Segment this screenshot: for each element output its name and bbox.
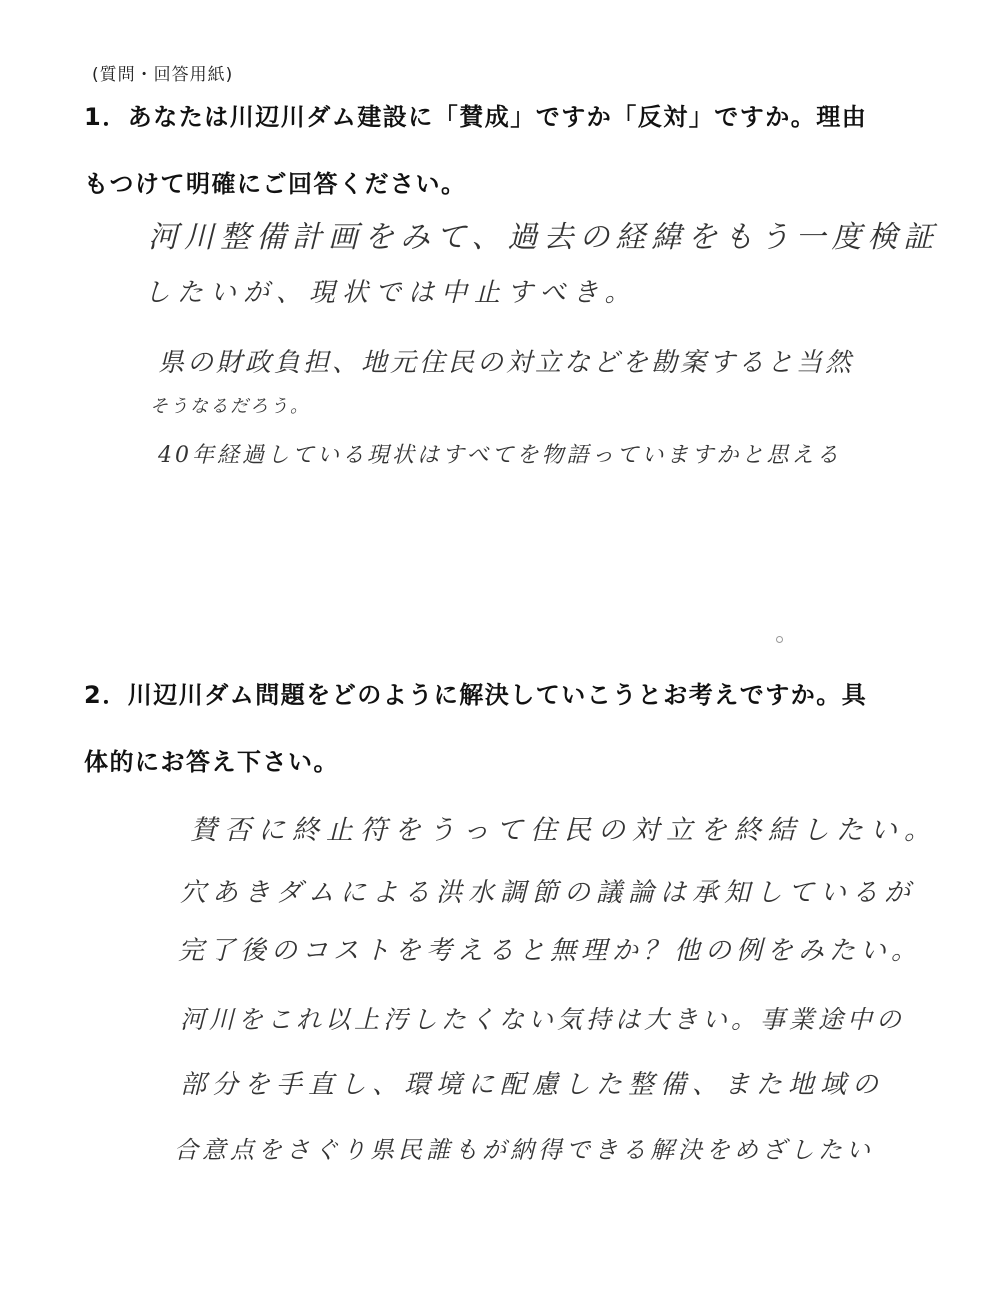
form-label: (質問・回答用紙) (92, 65, 234, 85)
question-2-line-2: 体的にお答え下さい。 (84, 748, 339, 776)
answer-2-line-5: 部分を手直し、環境に配慮した整備、また地域の (180, 1070, 885, 1100)
answer-2-line-2: 穴あきダムによる洪水調節の議論は承知しているが (180, 878, 917, 908)
answer-2-line-1: 賛否に終止符をうって住民の対立を終結したい。 (190, 815, 938, 846)
question-1-line-1: 1．あなたは川辺川ダム建設に「賛成」ですか「反対」ですか。理由 (84, 103, 868, 131)
answer-1-line-3: 県の財政負担、地元住民の対立などを勘案すると当然 (158, 348, 855, 378)
answer-1-line-5: 40年経過している現状はすべてを物語っていますかと思える (158, 443, 842, 468)
question-1-line-2: もつけて明確にご回答ください。 (84, 170, 467, 198)
answer-1-line-1: 河川整備計画をみて、過去の経緯をもう一度検証 (148, 220, 940, 255)
answer-2-line-6: 合意点をさぐり県民誰もが納得できる解決をめざしたい (174, 1136, 874, 1164)
answer-1-line-4: そうなるだろう。 (150, 396, 310, 417)
answer-1-line-2: したいが、現状では中止すべき。 (144, 278, 638, 308)
answer-2-line-3: 完了後のコストを考えると無理か？他の例をみたい。 (178, 936, 923, 966)
answer-2-line-4: 河川をこれ以上汚したくない気持は大きい。事業途中の (180, 1005, 906, 1034)
question-2-line-1: 2．川辺川ダム問題をどのように解決していこうとお考えですか。具 (84, 681, 868, 709)
